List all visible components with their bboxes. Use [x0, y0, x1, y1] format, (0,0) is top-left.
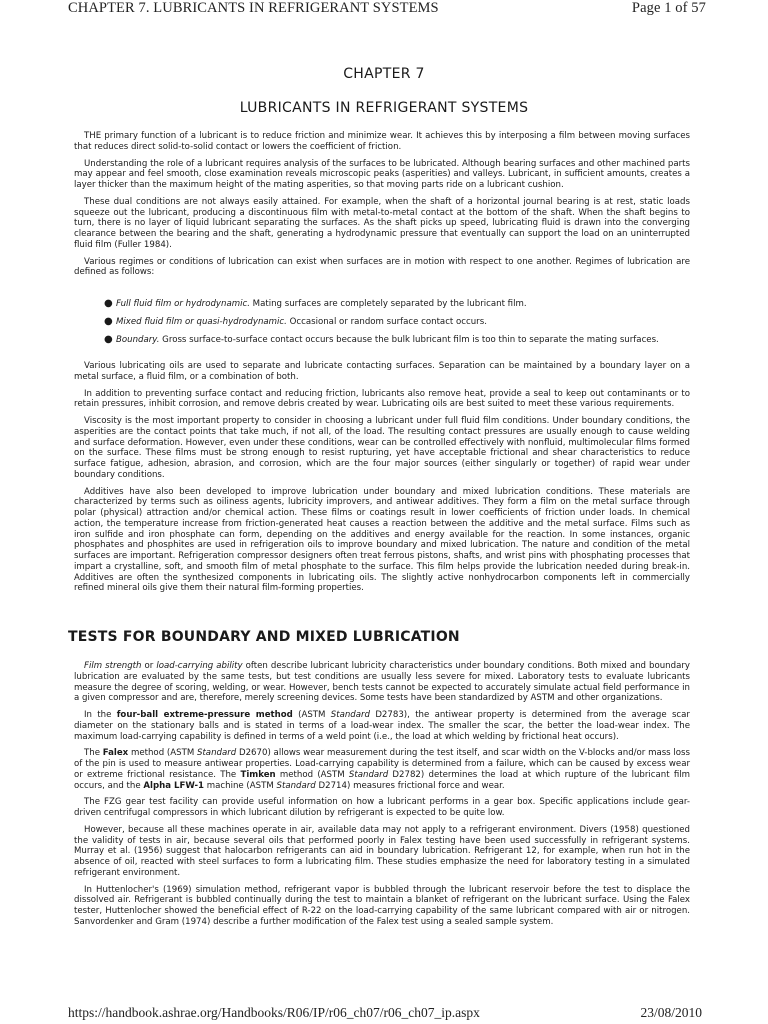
body-block	[74, 361, 690, 594]
paragraph: Additives have also been developed to improve lubrication under boundary and mixed lubrication conditions. These materials are characterized by terms such as oiliness agents, lubricity improvers, and antiwear additives. They form a film on the metal surface through polar (physical) attraction and/or chemical action. These films or coatings result in lower coefficients of friction under loads. In chemical action, the temperature increase from friction-generated heat causes a reaction between the additive and the metal surface. Films such as iron sulfide and iron phosphate can form, depending on the additives and energy available for the reaction. In some instances, organic phosphates and phosphites are used in refrigeration oils to improve boundary and mixed lubrication. The nature and condition of the metal surfaces are important. Refrigeration compressor designers often treat ferrous pistons, shafts, and wrist pins with phosphating processes that impart a crystalline, soft, and smooth film of metal phosphate to the surface. This film helps provide the lubrication needed during break-in. Additives are often the synthesized components in lubricating oils. The slightly active nonhydrocarbon components left in commercially refined mineral oils give them their natural film-forming properties.	[74, 486, 690, 594]
method-name: Timken	[240, 769, 276, 780]
term: Standard	[330, 710, 371, 720]
regime-text: Mating surfaces are completely separated by the lubricant film.	[249, 299, 527, 309]
method-name: Falex	[102, 748, 129, 759]
paragraph: THE primary function of a lubricant is to reduce friction and minimize wear. It achieves this by interposing a film between moving surfaces that reduces direct solid-to-solid contact or lowers the coefficient of friction.	[74, 131, 690, 152]
regime-term: Full fluid film or hydrodynamic.	[116, 299, 250, 309]
text-run: method (ASTM	[128, 748, 197, 759]
bullet-icon: ●	[104, 298, 113, 309]
method-name: Alpha LFW-1	[143, 780, 205, 791]
paragraph: Various regimes or conditions of lubrication can exist when surfaces are in motion with respect to one another. Regimes of lubrication are defined as follows:	[74, 256, 690, 278]
intro-block	[74, 131, 690, 278]
paragraph: The FZG gear test facility can provide useful information on how a lubricant performs in a gear box. Specific applications include gear-driven centrifugal compressors in which lubricant dilution by refrigerant is expected to be quite low.	[74, 797, 690, 818]
page-indicator: Page 1 of 57	[631, 0, 706, 16]
running-header	[0, 0, 768, 20]
bullet-icon: ●	[104, 315, 113, 327]
regime-text: Occasional or random surface contact occurs.	[286, 316, 487, 327]
text-run: D2670) allows wear measurement during the test itself, and scar width on the V-blocks and/or mass loss of the pin is used to measure antiwear properties. Load-carrying capability is determined from a failure, which can be caused by excess wear or extreme frictional resistance. The	[74, 748, 691, 780]
text-run: often describe lubricant lubricity characteristics under boundary conditions. Both mixed and boundary lubrication are evaluated by the same tests, but test conditions are usually less severe for mixed. Laboratory tests to evaluate lubricants measure the degree of scoring, welding, or wear. However, bench tests cannot be expected to accurately simulate actual field performance in a given compressor and are, therefore, merely screening devices. Some tests have been standardized by ASTM and other organizations.	[74, 661, 690, 704]
text-run: The	[84, 748, 103, 759]
paragraph	[74, 748, 690, 791]
text-run: machine (ASTM	[204, 780, 277, 791]
term: Standard	[348, 769, 389, 780]
regime-term: Boundary.	[116, 334, 160, 345]
regimes-list	[104, 299, 694, 352]
running-header-title: CHAPTER 7. LUBRICANTS IN REFRIGERANT SYSTEMS	[68, 0, 439, 16]
chapter-title: LUBRICANTS IN REFRIGERANT SYSTEMS	[239, 100, 529, 116]
section-heading: TESTS FOR BOUNDARY AND MIXED LUBRICATION	[68, 629, 460, 645]
regime-term: Mixed fluid film or quasi-hydrodynamic.	[116, 316, 287, 327]
chapter-label: CHAPTER 7	[343, 66, 425, 82]
section-block	[74, 661, 690, 928]
paragraph: However, because all these machines operate in air, available data may not apply to a refrigerant environment. Divers (1958) questioned the validity of tests in air, because several oils that performed poorly in Falex testing have been used successfully in refrigerant systems. Murray et al. (1956) suggest that halocarbon refrigerants can aid in boundary lubrication. Refrigerant 12, for example, when run hot in the absence of oil, reacted with steel surfaces to form a lubricating film. These studies emphasize the need for laboratory testing in a simulated refrigerant environment.	[74, 824, 690, 878]
source-url[interactable]: https://handbook.ashrae.org/Handbooks/R06/IP/r06_ch07/r06_ch07_ip.aspx	[68, 1005, 480, 1020]
term: Standard	[196, 748, 237, 759]
term: load-carrying ability	[156, 661, 243, 671]
text-run: D2783), the antiwear property is determined from the average scar diameter on the stationary balls and is stated in terms of a load-wear index. The smaller the scar, the better the load-wear index. The maximum load-carrying capability is defined in terms of a weld point (i.e., the load at which welding by frictional heat occurs).	[74, 710, 690, 742]
text-run: D2782) determines the load at which rupture of the lubricant film occurs, and the	[74, 769, 691, 791]
term: Film strength	[84, 661, 142, 671]
text-run: D2714) measures frictional force and wear.	[315, 780, 505, 791]
print-date: 23/08/2010	[640, 1005, 702, 1020]
text-run: or	[141, 661, 157, 671]
regime-text: Gross surface-to-surface contact occurs because the bulk lubricant film is too thin to separate the mating surfaces.	[159, 334, 659, 345]
paragraph	[74, 710, 690, 742]
paragraph: Viscosity is the most important property to consider in choosing a lubricant under full fluid film conditions. Under boundary conditions, the asperities are the contact points that take much, if not all, of the load. The resulting contact pressures are usually enough to cause welding and surface deformation. However, even under these conditions, wear can be controlled effectively with nonfluid, multimolecular films formed on the surface. These films must be strong enough to resist rupturing, yet have acceptable frictional and shear characteristics to reduce surface fatigue, adhesion, abrasion, and corrosion, which are the four major sources (either singularly or together) of rapid wear under boundary conditions.	[74, 416, 690, 480]
term: Standard	[276, 780, 316, 791]
list-item	[104, 335, 694, 346]
running-footer	[0, 1005, 768, 1024]
paragraph: Various lubricating oils are used to separate and lubricate contacting surfaces. Separation can be maintained by a boundary layer on a metal surface, a fluid film, or a combination of both.	[74, 361, 690, 382]
paragraph: In addition to preventing surface contact and reducing friction, lubricants also remove heat, provide a seal to keep out contaminants or to retain pressures, inhibit corrosion, and remove debris created by wear. Lubricating oils are best suited to meet these various requirements.	[74, 388, 690, 410]
text-run: In the	[84, 710, 117, 720]
method-name: four-ball extreme-pressure method	[116, 710, 293, 720]
list-item	[104, 317, 694, 328]
text-run: method (ASTM	[275, 769, 349, 780]
paragraph: Understanding the role of a lubricant requires analysis of the surfaces to be lubricated. Although bearing surfaces and other machined parts may appear and feel smooth, close examination reveals microscopic peaks (asperities) and valleys. Lubricant, in sufficient amounts, creates a layer thicker than the maximum height of the mating asperities, so that moving parts ride on a lubricant cushion.	[74, 158, 690, 190]
list-item	[104, 299, 694, 310]
paragraph: In Huttenlocher's (1969) simulation method, refrigerant vapor is bubbled through the lubricant reservoir before the test to displace the dissolved air. Refrigerant is bubbled continually during the test to maintain a blanket of refrigerant on the lubricant surface. Using the Falex tester, Huttenlocher showed the beneficial effect of R-22 on the load-carrying capability of the same lubricant compared with air or nitrogen. Sanvordenker and Gram (1974) describe a further modification of the Falex test using a sealed sample system.	[74, 884, 690, 927]
text-run: (ASTM	[292, 710, 331, 720]
bullet-icon: ●	[104, 333, 113, 345]
paragraph	[74, 661, 690, 704]
paragraph: These dual conditions are not always easily attained. For example, when the shaft of a horizontal journal bearing is at rest, static loads squeeze out the lubricant, producing a discontinuous film with metal-to-metal contact at the bottom of the shaft. When the shaft begins to turn, there is no layer of liquid lubricant separating the surfaces. As the shaft picks up speed, lubricating fluid is drawn into the converging clearance between the bearing and the shaft, generating a hydrodynamic pressure that eventually can support the load on an uninterrupted fluid film (Fuller 1984).	[74, 196, 690, 250]
